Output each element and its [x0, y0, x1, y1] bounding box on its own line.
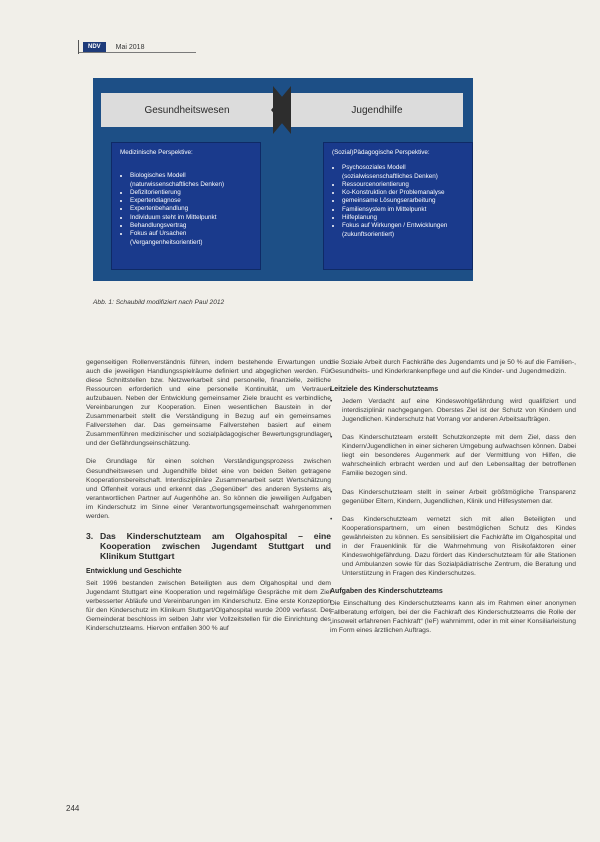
medical-perspective-title: Medizinische Perspektive: [120, 149, 193, 156]
paragraph: Die Grundlage für einen solchen Verständigungsprozess zwischen Gesundheitswesen und Jugendhilfe bildet eine von beiden Seiten getragene Kooperationsbereitschaft. Interdisziplinäre Zusammenarbeit setzt Wertschätzung und Offenheit voraus und erkennt das „Gegenüber“ des anderen Systems als verantwortlichen Partner auf Augenhöhe an. So können die jeweiligen Aufgaben im Kinderschutz im Sinne einer Verantwortungsgemeinschaft wahrgenommen werden. [86, 458, 331, 520]
subheading: Leitziele des Kinderschutzteams [330, 386, 439, 394]
subheading: Aufgaben des Kinderschutzteams [330, 587, 443, 595]
list-item: • Das Kinderschutzteam erstellt Schutzkonzepte mit dem Ziel, dass den Kindern/Jugendlichen in einer sicheren Umgebung aufwachsen können. Dabei liegt ein besonderes Augenmerk auf der Vermittlung von Hilfen, die wahrscheinlich erbracht werden und auf den Lebensalltag der betroffenen Familie bezogen sind. [330, 433, 576, 478]
list-item: • Expertenbehandlung [130, 205, 252, 213]
subheading: Entwicklung und Geschichte [86, 567, 182, 575]
page-number: 244 [66, 804, 80, 813]
paragraph: Seit 1996 bestanden zwischen Beteiligten aus dem Olgahospital und dem Jugendamt Stuttgart eine Kooperation und regelmäßige Gespräche mit dem Ziel verbesserter Abläufe und Vereinbarungen im Kinderschutz. Eine erste Konzeption für den Kinderschutz im Klinikum Stuttgart/Olgahospital wurde 2009 verfasst. Der Gemeinderat beschloss im selben Jahr vier Vollzeitstellen für die Einrichtung des Kinderschutzteams. Hiervon entfallen 300 % auf [86, 579, 331, 633]
goals-list [330, 397, 576, 578]
arrow-right-label: Jugendhilfe [351, 104, 403, 116]
list-item: • Expertendiagnose [130, 197, 252, 205]
list-item: • Ressourcenorientierung [342, 181, 464, 189]
medical-perspective-list [120, 172, 252, 247]
running-header [78, 40, 144, 54]
left-column [86, 358, 331, 642]
list-item: • Jedem Verdacht auf eine Kindeswohlgefährdung wird qualifiziert und interdisziplinär nachgegangen. Oberstes Ziel ist der Schutz von Kindern und Jugendlichen. Kinderschutz hat Vorrang vor anderen Arbeitsaufträgen. [330, 397, 576, 424]
list-item: • Hilfeplanung [342, 214, 464, 222]
section-title: Das Kinderschutzteam am Olgahospital – eine Kooperation zwischen Jugendamt Stuttgart und Klinikum Stuttgart [100, 530, 331, 561]
list-item: • Das Kinderschutzteam vernetzt sich mit allen Beteiligten und Kooperationspartnern, um einen bestmöglichen Schutz des Kindes gewährleisten zu können. Es sensibilisiert die Fachkräfte im Olgahospital und in der Frauenklinik für die Wahrnehmung von Risikofaktoren einer Kindeswohlgefährdung. Dazu fördert das Kinderschutzteam für alle Stationen und Ambulanzen sowie für das Sozialpädiatrische Zentrum, die Beratung und Unterstützung in Fragen des Kinderschutzes. [330, 515, 576, 578]
medical-perspective-box [111, 142, 261, 270]
section-number: 3. [86, 530, 94, 541]
paragraph: die Soziale Arbeit durch Fachkräfte des Jugendamts und je 50 % auf die Familien-, Gesundheits- und Kinderkrankenpflege und auf die Kinder- und Jugendmedizin. [330, 359, 576, 376]
list-item: • Individuum steht im Mittelpunkt [130, 214, 252, 222]
arrow-left-head [271, 86, 291, 134]
issue-date: Mai 2018 [115, 43, 145, 51]
pedagogical-perspective-box [323, 142, 473, 270]
arrow-jugendhilfe [291, 93, 463, 127]
paragraph: gegenseitigen Rollenverständnis führen, indem bestehende Erwartungen und auch die jeweiligen Handlungsspielräume definiert und abgeglichen werden. Für diese Schnittstellen bzw. Netzwerkarbeit sind personelle, finanzielle, zeitliche Ressourcen erforderlich und eine personelle Kontinuität, um Vertrauen aufzubauen. Neben der Entwicklung gemeinsamer Ziele braucht es verbindliche Vereinbarungen zur Kooperation. Einen wesentlichen Baustein in der Zusammenarbeit stellt die Verständigung in Bezug auf ein gemeinsames Fallverstehen dar. Das gemeinsame Fallverstehen basiert auf einem Zusammenführen medizinischer und sozialpädagogischer Bewertungsgrundlagen und der Gefährdungseinschätzung. [86, 359, 331, 448]
header-bar [78, 40, 79, 54]
list-item: • Familiensystem im Mittelpunkt [342, 206, 464, 214]
pedagogical-perspective-list [332, 164, 464, 239]
list-item: • Fokus auf Wirkungen / Entwicklungen (zukunftsorientiert) [342, 222, 464, 239]
paragraph: Die Einschaltung des Kinderschutzteams kann als im Rahmen einer anonymen Fallberatung erfolgen, bei der die Fachkraft des Kinderschutzteams die Rolle der „insoweit erfahrenen Fachkraft“ (IeF) wahrnimmt, oder in mit einer Konsiliarleistung im Form eines ärztlichen Auftrags. [330, 599, 576, 635]
journal-badge: NDV [83, 42, 106, 52]
list-item: • Psychosoziales Modell (sozialwissenschaftliches Denken) [342, 164, 464, 181]
figure-schaubild [93, 78, 473, 281]
figure-caption: Abb. 1: Schaubild modifiziert nach Paul 2012 [93, 299, 225, 306]
list-item: • gemeinsame Lösungserarbeitung [342, 197, 464, 205]
pedagogical-perspective-title: (Sozial)Pädagogische Perspektive: [332, 149, 430, 156]
list-item: • Behandlungsvertrag [130, 222, 252, 230]
list-item: • Das Kinderschutzteam stellt in seiner Arbeit größtmögliche Transparenz gegenüber Eltern, Kindern, Jugendlichen, Klinik und Hilfesystemen dar. [330, 488, 576, 506]
right-column [330, 358, 576, 644]
list-item: • Biologisches Modell (naturwissenschaftliches Denken) [130, 172, 252, 189]
list-item: • Fokus auf Ursachen (Vergangenheitsorientiert) [130, 230, 252, 247]
arrow-left-label: Gesundheitswesen [144, 104, 230, 116]
list-item: • Defizitorientierung [130, 189, 252, 197]
arrow-gesundheitswesen [101, 93, 273, 127]
section-heading [86, 531, 331, 561]
list-item: • Ko-Konstruktion der Problemanalyse [342, 189, 464, 197]
